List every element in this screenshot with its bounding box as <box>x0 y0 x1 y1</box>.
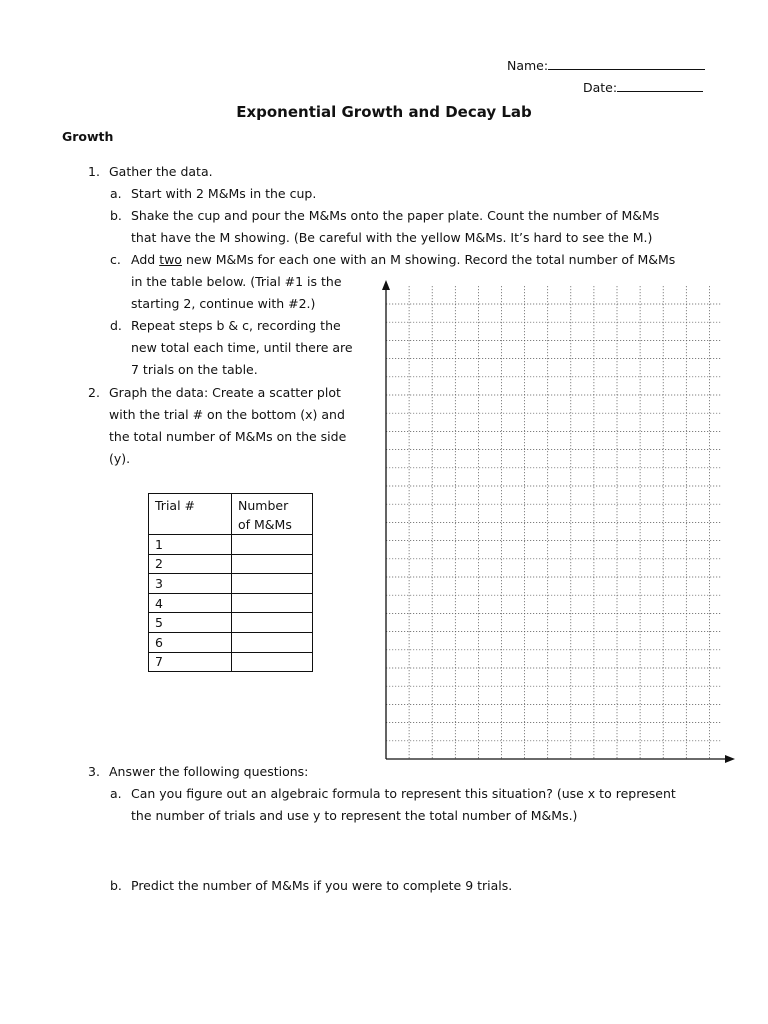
graph-grid <box>386 286 722 759</box>
step-1-number: 1. <box>88 164 100 179</box>
step-1c-pre: Add <box>131 252 160 267</box>
step-2-line-4: (y). <box>109 451 131 466</box>
step-1b-letter: b. <box>110 208 122 223</box>
question-b-letter: b. <box>110 878 122 893</box>
step-1d-line-2: new total each time, until there are <box>131 340 353 355</box>
step-1a-text: Start with 2 M&Ms in the cup. <box>131 186 317 201</box>
step-1a-letter: a. <box>110 186 122 201</box>
step-1c-post: new M&Ms for each one with an M showing. Record the total number of M&Ms <box>181 252 676 267</box>
trial-cell: 2 <box>149 554 232 574</box>
trial-cell: 3 <box>149 574 232 594</box>
step-1-text: Gather the data. <box>109 164 213 179</box>
x-axis-arrow-icon <box>725 755 735 763</box>
step-2-number: 2. <box>88 385 100 400</box>
column-header-count-line-2: of M&Ms <box>238 517 292 532</box>
y-axis-arrow-icon <box>382 280 390 290</box>
step-1c-underlined-word: two <box>159 252 182 267</box>
question-a-line-2: the number of trials and use y to represent the total number of M&Ms.) <box>131 808 578 823</box>
trial-cell: 1 <box>149 535 232 555</box>
step-1b-line-2: that have the M showing. (Be careful with the yellow M&Ms. It’s hard to see the M.) <box>131 230 653 245</box>
trial-cell: 6 <box>149 632 232 652</box>
column-header-count-line-1: Number <box>238 498 289 513</box>
question-a-line-1: Can you figure out an algebraic formula to represent this situation? (use x to represent <box>131 786 676 801</box>
step-2-line-3: the total number of M&Ms on the side <box>109 429 347 444</box>
step-2-line-2: with the trial # on the bottom (x) and <box>109 407 345 422</box>
step-1b-line-1: Shake the cup and pour the M&Ms onto the paper plate. Count the number of M&Ms <box>131 208 660 223</box>
trial-cell: 7 <box>149 652 232 672</box>
trial-cell: 5 <box>149 613 232 633</box>
name-label: Name: <box>507 58 549 73</box>
question-a-letter: a. <box>110 786 122 801</box>
column-header-trial: Trial # <box>149 494 232 535</box>
step-1c-line-2: in the table below. (Trial #1 is the <box>131 274 342 289</box>
step-1c-line-3: starting 2, continue with #2.) <box>131 296 316 311</box>
step-1c-letter: c. <box>110 252 121 267</box>
step-3-number: 3. <box>88 764 100 779</box>
trial-cell: 4 <box>149 593 232 613</box>
question-b-text: Predict the number of M&Ms if you were to complete 9 trials. <box>131 878 513 893</box>
step-1d-line-3: 7 trials on the table. <box>131 362 258 377</box>
step-3-text: Answer the following questions: <box>109 764 309 779</box>
step-1d-letter: d. <box>110 318 122 333</box>
date-label: Date: <box>583 80 618 95</box>
step-1d-line-1: Repeat steps b & c, recording the <box>131 318 341 333</box>
section-heading: Growth <box>62 129 114 144</box>
page-title: Exponential Growth and Decay Lab <box>236 103 532 121</box>
step-2-line-1: Graph the data: Create a scatter plot <box>109 385 341 400</box>
